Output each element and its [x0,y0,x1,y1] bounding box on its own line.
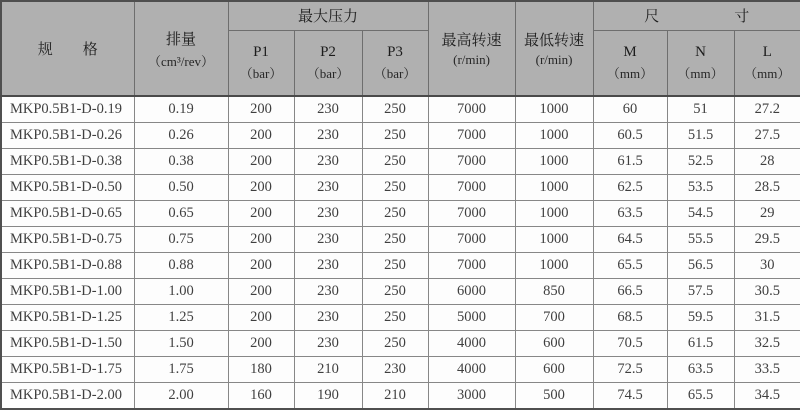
cell-displacement: 1.50 [134,331,228,357]
cell-l: 28.5 [734,175,800,201]
header-p1-unit: （bar） [239,65,283,81]
table-body [1,96,800,409]
cell-min-speed: 1000 [515,201,593,227]
cell-p2: 230 [294,227,362,253]
table-row [1,305,800,331]
header-displacement [134,1,228,96]
cell-max-speed: 7000 [428,123,515,149]
cell-max-speed: 3000 [428,383,515,410]
cell-n: 57.5 [667,279,734,305]
cell-n: 51.5 [667,123,734,149]
cell-p3: 250 [362,227,428,253]
cell-min-speed: 1000 [515,96,593,123]
cell-p2: 230 [294,175,362,201]
cell-p2: 210 [294,357,362,383]
header-p1 [228,30,294,96]
cell-m: 63.5 [593,201,667,227]
cell-spec: MKP0.5B1-D-0.75 [1,227,134,253]
cell-spec: MKP0.5B1-D-0.88 [1,253,134,279]
header-row-top [1,1,800,30]
cell-min-speed: 1000 [515,123,593,149]
cell-max-speed: 4000 [428,331,515,357]
cell-p1: 200 [228,149,294,175]
cell-min-speed: 1000 [515,253,593,279]
cell-m: 62.5 [593,175,667,201]
header-m-label: M [623,43,637,60]
cell-l: 31.5 [734,305,800,331]
cell-max-speed: 7000 [428,175,515,201]
cell-p3: 250 [362,175,428,201]
cell-displacement: 0.38 [134,149,228,175]
cell-p2: 230 [294,149,362,175]
cell-l: 30.5 [734,279,800,305]
header-displacement-label: 排量 [165,31,196,48]
cell-n: 51 [667,96,734,123]
table-row [1,201,800,227]
cell-l: 32.5 [734,331,800,357]
cell-n: 55.5 [667,227,734,253]
cell-spec: MKP0.5B1-D-0.65 [1,201,134,227]
cell-displacement: 0.19 [134,96,228,123]
cell-max-speed: 7000 [428,227,515,253]
cell-l: 27.5 [734,123,800,149]
header-min-speed-unit: (r/min) [535,52,573,67]
cell-min-speed: 1000 [515,227,593,253]
table-row [1,123,800,149]
cell-min-speed: 500 [515,383,593,410]
cell-p3: 250 [362,253,428,279]
header-m-unit: （mm） [606,65,654,81]
cell-n: 53.5 [667,175,734,201]
table-row [1,331,800,357]
cell-l: 28 [734,149,800,175]
cell-p2: 230 [294,331,362,357]
cell-max-speed: 7000 [428,96,515,123]
cell-p3: 250 [362,149,428,175]
cell-p2: 230 [294,279,362,305]
cell-p1: 200 [228,305,294,331]
table-row [1,253,800,279]
header-max-speed-label: 最高转速 [441,33,502,49]
cell-min-speed: 600 [515,357,593,383]
cell-displacement: 0.50 [134,175,228,201]
table-row [1,279,800,305]
cell-displacement: 0.75 [134,227,228,253]
table-row [1,227,800,253]
header-n-unit: （mm） [677,65,724,81]
cell-displacement: 0.26 [134,123,228,149]
cell-p1: 200 [228,279,294,305]
cell-displacement: 1.00 [134,279,228,305]
header-p2 [294,30,362,96]
cell-p1: 200 [228,96,294,123]
cell-m: 64.5 [593,227,667,253]
cell-m: 68.5 [593,305,667,331]
cell-p1: 180 [228,357,294,383]
cell-spec: MKP0.5B1-D-1.50 [1,331,134,357]
header-p3-unit: （bar） [373,65,417,81]
cell-max-speed: 7000 [428,201,515,227]
header-dimensions-label: 尺 寸 [644,9,750,26]
table-row [1,357,800,383]
cell-n: 56.5 [667,253,734,279]
header-spec [1,1,134,96]
cell-p2: 230 [294,253,362,279]
cell-spec: MKP0.5B1-D-0.38 [1,149,134,175]
cell-min-speed: 1000 [515,175,593,201]
header-max-speed-unit: (r/min) [453,52,490,67]
cell-spec: MKP0.5B1-D-1.75 [1,357,134,383]
cell-n: 54.5 [667,201,734,227]
header-l-label: L [762,43,772,60]
cell-max-speed: 7000 [428,149,515,175]
cell-l: 33.5 [734,357,800,383]
cell-displacement: 1.25 [134,305,228,331]
cell-p1: 160 [228,383,294,410]
header-p1-label: P1 [253,43,269,60]
cell-m: 65.5 [593,253,667,279]
header-min-speed [515,1,593,96]
cell-spec: MKP0.5B1-D-2.00 [1,383,134,410]
cell-displacement: 0.88 [134,253,228,279]
cell-max-speed: 4000 [428,357,515,383]
cell-p1: 200 [228,201,294,227]
cell-l: 34.5 [734,383,800,410]
cell-p2: 230 [294,201,362,227]
cell-displacement: 1.75 [134,357,228,383]
header-max-speed [428,1,515,96]
cell-max-speed: 7000 [428,253,515,279]
cell-p2: 190 [294,383,362,410]
table-row [1,149,800,175]
header-p2-unit: （bar） [306,65,350,81]
table-header [1,1,800,96]
header-max-pressure [228,1,428,30]
cell-p3: 250 [362,279,428,305]
header-n [667,30,734,96]
cell-spec: MKP0.5B1-D-0.19 [1,96,134,123]
cell-p3: 210 [362,383,428,410]
header-m [593,30,667,96]
cell-p3: 250 [362,201,428,227]
cell-p2: 230 [294,123,362,149]
header-min-speed-label: 最低转速 [524,33,585,49]
header-p2-label: P2 [320,43,336,60]
cell-p2: 230 [294,305,362,331]
cell-l: 27.2 [734,96,800,123]
cell-l: 29 [734,201,800,227]
cell-displacement: 2.00 [134,383,228,410]
cell-m: 70.5 [593,331,667,357]
cell-m: 66.5 [593,279,667,305]
cell-p1: 200 [228,331,294,357]
cell-n: 61.5 [667,331,734,357]
header-l-unit: （mm） [744,65,791,81]
cell-m: 74.5 [593,383,667,410]
cell-p1: 200 [228,175,294,201]
cell-p1: 200 [228,227,294,253]
cell-displacement: 0.65 [134,201,228,227]
table-row [1,383,800,410]
cell-max-speed: 5000 [428,305,515,331]
cell-m: 60.5 [593,123,667,149]
cell-p1: 200 [228,253,294,279]
cell-n: 59.5 [667,305,734,331]
table-row [1,175,800,201]
cell-max-speed: 6000 [428,279,515,305]
cell-p3: 250 [362,123,428,149]
cell-p3: 250 [362,96,428,123]
cell-min-speed: 700 [515,305,593,331]
header-p3 [362,30,428,96]
cell-spec: MKP0.5B1-D-1.00 [1,279,134,305]
header-displacement-unit: （cm³/rev） [148,53,214,69]
cell-n: 52.5 [667,149,734,175]
cell-n: 65.5 [667,383,734,410]
cell-m: 60 [593,96,667,123]
cell-p3: 250 [362,305,428,331]
header-l [734,30,800,96]
cell-p3: 230 [362,357,428,383]
cell-p1: 200 [228,123,294,149]
cell-min-speed: 1000 [515,149,593,175]
cell-p3: 250 [362,331,428,357]
cell-m: 61.5 [593,149,667,175]
cell-l: 29.5 [734,227,800,253]
cell-min-speed: 850 [515,279,593,305]
cell-p2: 230 [294,96,362,123]
header-p3-label: P3 [387,43,403,60]
cell-spec: MKP0.5B1-D-1.25 [1,305,134,331]
header-spec-label: 规 格 [37,42,98,58]
header-max-pressure-label: 最大压力 [298,9,359,26]
cell-spec: MKP0.5B1-D-0.50 [1,175,134,201]
cell-m: 72.5 [593,357,667,383]
cell-spec: MKP0.5B1-D-0.26 [1,123,134,149]
table-row [1,96,800,123]
header-dimensions [593,1,800,30]
header-n-label: N [695,43,706,60]
cell-n: 63.5 [667,357,734,383]
cell-l: 30 [734,253,800,279]
cell-min-speed: 600 [515,331,593,357]
